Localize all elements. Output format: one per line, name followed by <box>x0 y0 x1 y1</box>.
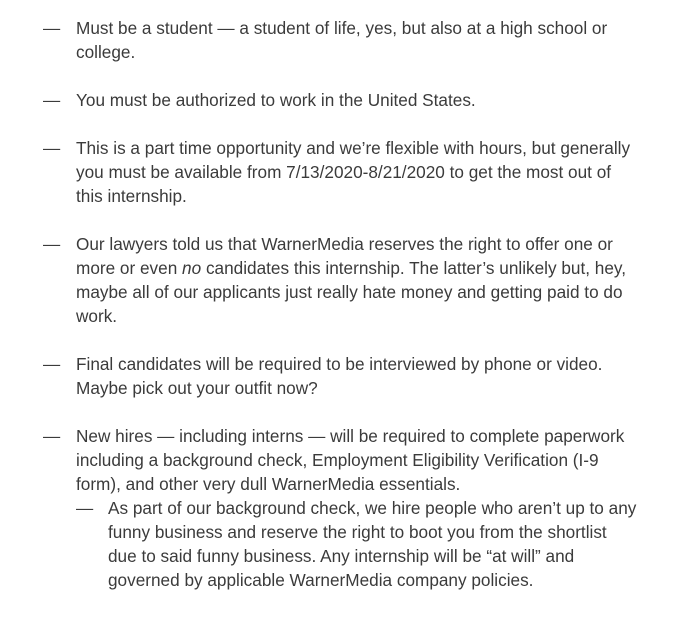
list-item-text: New hires — including interns — will be required to complete paperwork including a background check, Employment Eligibility Verification (I-9 form), and other very dull WarnerMedia essentials. <box>76 426 625 494</box>
list-item-text: You must be authorized to work in the United States. <box>76 90 476 110</box>
dash-bullet: — <box>43 138 61 158</box>
dash-bullet: — <box>43 18 61 38</box>
list-item-text <box>76 234 626 326</box>
list-item <box>0 88 687 112</box>
text-after-emphasis: candidates this internship. The latter’s unlikely but, hey, maybe all of our applicants just really hate money and getting paid to do work. <box>76 258 627 326</box>
dash-bullet: — <box>43 426 61 446</box>
list-item <box>0 16 687 64</box>
list-item-text: Must be a student — a student of life, yes, but also at a high school or college. <box>76 18 608 62</box>
dash-bullet: — <box>76 498 94 518</box>
sub-list-item <box>76 496 637 592</box>
list-item <box>0 352 687 400</box>
dash-bullet: — <box>43 234 61 254</box>
sub-list-item-text: As part of our background check, we hire people who aren’t up to any funny business and reserve the right to boot you from the shortlist due to said funny business. Any internship will be “at will” and governed by applicable WarnerMedia company policies. <box>108 498 637 590</box>
list-item <box>0 136 687 208</box>
list-item-text: This is a part time opportunity and we’re flexible with hours, but generally you must be available from 7/13/2020-8/21/2020 to get the most out of this internship. <box>76 138 631 206</box>
dash-bullet: — <box>43 354 61 374</box>
emphasis-text: no <box>182 258 202 278</box>
list-item <box>0 424 687 592</box>
list-item <box>0 232 687 328</box>
text-before-emphasis: Our lawyers told us that WarnerMedia reserves the right to offer one or more or even <box>76 234 613 278</box>
list-item-text: Final candidates will be required to be interviewed by phone or video. Maybe pick out your outfit now? <box>76 354 603 398</box>
dash-bullet: — <box>43 90 61 110</box>
